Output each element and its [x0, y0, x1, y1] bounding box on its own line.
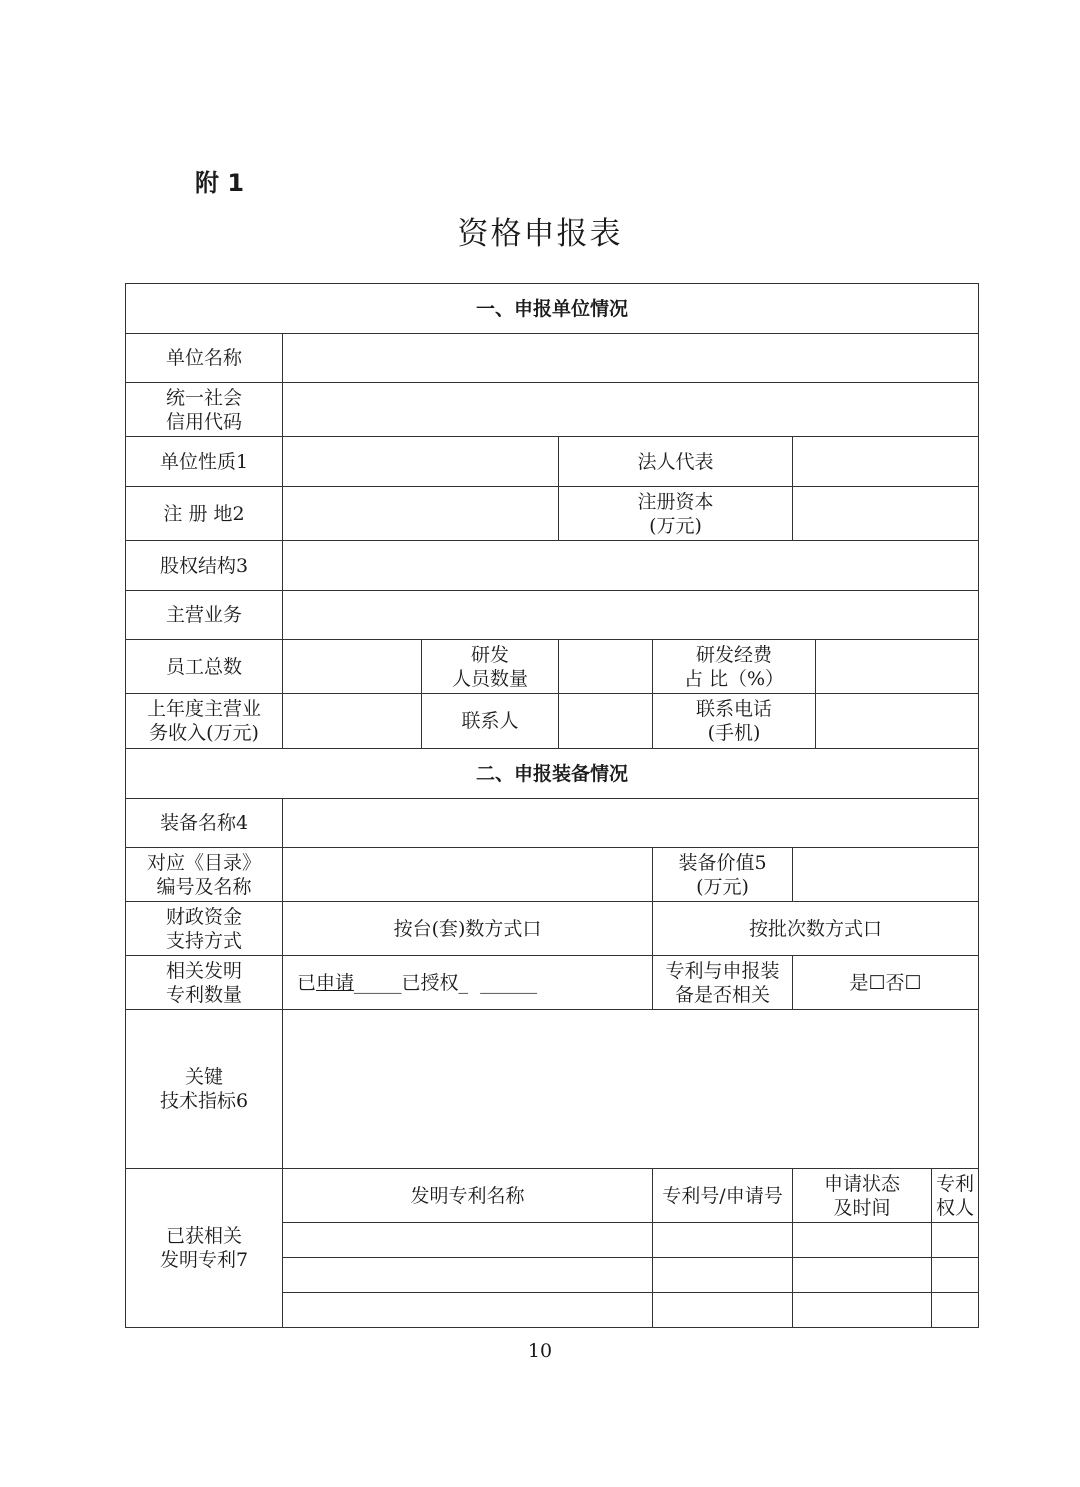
- label-unit-name: 单位名称: [126, 334, 283, 383]
- annex-label: 附 1: [195, 169, 245, 197]
- applied-prefix: 已: [297, 971, 317, 994]
- label-equip-name: 装备名称4: [126, 799, 283, 848]
- section2-heading: 二、申报装备情况: [126, 749, 979, 799]
- col-holder: 专利权人: [932, 1169, 979, 1223]
- cell-status[interactable]: [793, 1258, 932, 1293]
- field-equip-name[interactable]: [283, 799, 979, 848]
- applied-label: 申请: [316, 971, 355, 994]
- field-legal-rep[interactable]: [793, 437, 979, 487]
- label-staff-total: 员工总数: [126, 640, 283, 694]
- label-unit-nature: 单位性质1: [126, 437, 283, 487]
- col-patent-name: 发明专利名称: [283, 1169, 653, 1223]
- col-patent-no: 专利号/申请号: [653, 1169, 793, 1223]
- cell-holder[interactable]: [932, 1293, 979, 1328]
- field-contact[interactable]: [559, 694, 653, 749]
- section1-heading: 一、申报单位情况: [126, 284, 979, 334]
- document-title: 资格申报表: [457, 216, 623, 252]
- field-credit-code[interactable]: [283, 383, 979, 437]
- label-fund-support: 财政资金 支持方式: [126, 902, 283, 956]
- field-catalog-no[interactable]: [283, 848, 653, 902]
- granted-blank[interactable]: ______: [480, 971, 538, 994]
- label-contact: 联系人: [422, 694, 559, 749]
- field-unit-nature[interactable]: [283, 437, 559, 487]
- application-form-table: [125, 283, 979, 1328]
- col-status: 申请状态 及时间: [793, 1169, 932, 1223]
- label-reg-capital: 注册资本 (万元): [559, 487, 793, 541]
- option-by-unit[interactable]: 按台(套)数方式口: [283, 902, 653, 956]
- field-rd-staff[interactable]: [559, 640, 653, 694]
- field-key-tech[interactable]: [283, 1010, 979, 1169]
- field-staff-total[interactable]: [283, 640, 422, 694]
- cell-patent-name[interactable]: [283, 1223, 653, 1258]
- field-equip-value[interactable]: [793, 848, 979, 902]
- label-obtained-patents: 已获相关 发明专利7: [126, 1169, 283, 1328]
- cell-status[interactable]: [793, 1293, 932, 1328]
- cell-patent-name[interactable]: [283, 1293, 653, 1328]
- cell-holder[interactable]: [932, 1258, 979, 1293]
- granted-label: 已授权_: [401, 971, 469, 994]
- label-equip-value: 装备价值5 (万元): [653, 848, 793, 902]
- label-patent-related: 专利与申报装 备是否相关: [653, 956, 793, 1010]
- cell-holder[interactable]: [932, 1223, 979, 1258]
- applied-blank[interactable]: _____: [354, 971, 402, 994]
- label-key-tech: 关键 技术指标6: [126, 1010, 283, 1169]
- label-main-business: 主营业务: [126, 591, 283, 640]
- field-main-business[interactable]: [283, 591, 979, 640]
- label-patents-count: 相关发明 专利数量: [126, 956, 283, 1010]
- option-by-batch[interactable]: 按批次数方式口: [653, 902, 979, 956]
- page-number: 10: [527, 1340, 553, 1362]
- cell-status[interactable]: [793, 1223, 932, 1258]
- label-legal-rep: 法人代表: [559, 437, 793, 487]
- cell-patent-name[interactable]: [283, 1258, 653, 1293]
- label-rd-staff: 研发 人员数量: [422, 640, 559, 694]
- cell-patent-no[interactable]: [653, 1293, 793, 1328]
- cell-patent-no[interactable]: [653, 1223, 793, 1258]
- field-rd-ratio[interactable]: [816, 640, 979, 694]
- field-reg-place[interactable]: [283, 487, 559, 541]
- field-reg-capital[interactable]: [793, 487, 979, 541]
- field-last-revenue[interactable]: [283, 694, 422, 749]
- checkbox-yes-no[interactable]: 是☐否☐: [793, 956, 979, 1010]
- label-last-revenue: 上年度主营业 务收入(万元): [126, 694, 283, 749]
- label-equity: 股权结构3: [126, 541, 283, 591]
- field-contact-phone[interactable]: [816, 694, 979, 749]
- label-rd-ratio: 研发经费 占 比（%）: [653, 640, 816, 694]
- field-equity[interactable]: [283, 541, 979, 591]
- cell-patent-no[interactable]: [653, 1258, 793, 1293]
- label-contact-phone: 联系电话 (手机): [653, 694, 816, 749]
- label-catalog-no: 对应《目录》 编号及名称: [126, 848, 283, 902]
- field-unit-name[interactable]: [283, 334, 979, 383]
- field-patents-count[interactable]: [283, 956, 653, 1010]
- label-credit-code: 统一社会 信用代码: [126, 383, 283, 437]
- label-reg-place: 注 册 地2: [126, 487, 283, 541]
